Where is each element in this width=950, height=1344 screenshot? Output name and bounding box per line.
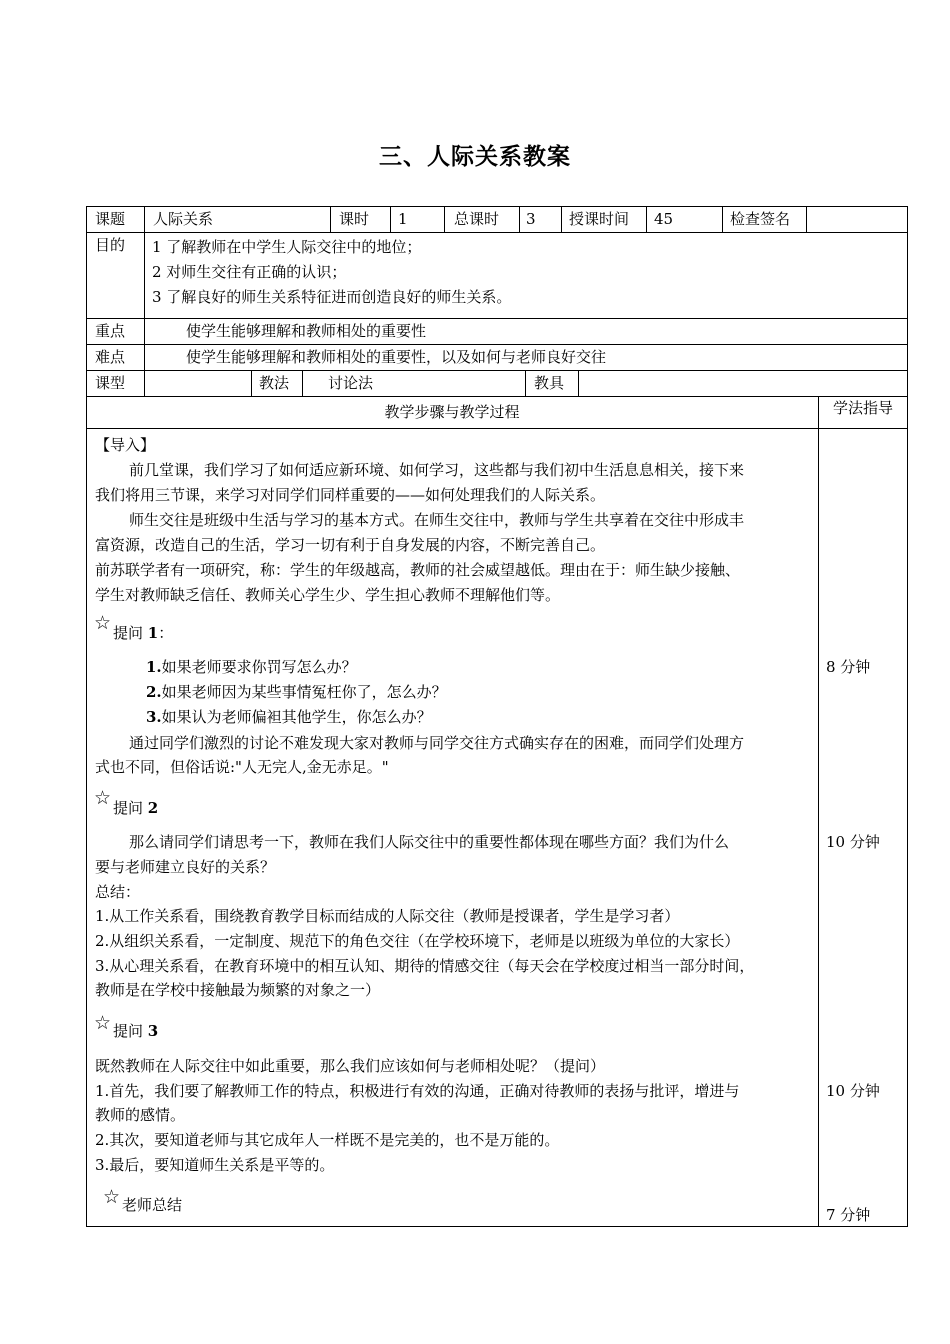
goal-item: 1 了解教师在中学生人际交往中的地位； (152, 238, 422, 256)
intro-line: 前几堂课，我们学习了如何适应新环境、如何学习，这些都与我们初中生活息息相关，接下来 (129, 461, 745, 479)
row-divider (86, 344, 908, 345)
intro-line: 前苏联学者有一项研究，称：学生的年级越高，教师的社会威望越低。理由在于：师生缺少接触、 (95, 561, 741, 579)
col-divider (390, 206, 391, 232)
question-item (146, 658, 357, 677)
question-number: 1 (147, 624, 159, 642)
question-3-heading (113, 1022, 158, 1041)
time-allocation: 10 分钟 (826, 1082, 880, 1100)
body-line: 2.从组织关系看，一定制度、规范下的角色交往（在学校环境下，老师是以班级为单位的大家长） (95, 932, 740, 950)
row-divider (86, 318, 908, 319)
col-divider (722, 206, 723, 232)
body-line: 通过同学们激烈的讨论不难发现大家对教师与同学交往方式确实存在的困难，而同学们处理方 (129, 734, 745, 752)
class-time-label: 授课时间 (569, 210, 630, 228)
goals-label: 目的 (95, 236, 126, 254)
time-allocation: 7 分钟 (826, 1206, 871, 1224)
question-item-number: 1. (146, 658, 162, 676)
intro-line: 我们将用三节课，来学习对同学们同样重要的——如何处理我们的人际关系。 (95, 486, 606, 504)
question-1-heading (113, 624, 173, 643)
row-divider (86, 370, 908, 371)
topic-label: 课题 (95, 210, 126, 228)
body-line: 教师的感情。 (95, 1106, 186, 1124)
col-divider (144, 206, 145, 232)
body-line: 要与老师建立良好的关系？ (95, 858, 276, 876)
col-divider (444, 206, 445, 232)
col-divider (251, 370, 252, 396)
body-line: 既然教师在人际交往中如此重要，那么我们应该如何与老师相处呢？（提问） (95, 1057, 606, 1075)
topic-value: 人际关系 (153, 210, 214, 228)
lesson-type-label: 课型 (95, 374, 126, 392)
time-allocation: 8 分钟 (826, 658, 871, 676)
process-header: 教学步骤与教学过程 (384, 403, 520, 421)
col-divider (330, 206, 331, 232)
question-colon: ： (158, 624, 174, 642)
question-item-number: 2. (146, 683, 162, 701)
body-line: 1.从工作关系看，围绕教育教学目标而结成的人际交往（教师是授课者，学生是学习者） (95, 907, 680, 925)
question-heading-text: 提问 (113, 1022, 148, 1040)
goal-item: 2 对师生交往有正确的认识； (152, 263, 347, 281)
intro-line: 富资源，改造自己的生活，学习一切有利于自身发展的内容，不断完善自己。 (95, 536, 606, 554)
question-item (146, 708, 432, 727)
col-divider (144, 232, 145, 370)
col-divider (561, 206, 562, 232)
question-item (146, 683, 447, 702)
question-item-text: 如果认为老师偏袒其他学生，你怎么办？ (161, 708, 432, 726)
star-icon: ☆ (94, 612, 112, 634)
question-number: 2 (147, 799, 159, 817)
intro-line: 师生交往是班级中生活与学习的基本方式。在师生交往中，教师与学生共享着在交往中形成丰 (129, 511, 745, 529)
question-heading-text: 提问 (113, 624, 148, 642)
body-line: 1.首先，我们要了解教师工作的特点，积极进行有效的沟通，正确对待教师的表扬与批评，增进与 (95, 1082, 740, 1100)
row-divider (86, 428, 908, 429)
col-divider (302, 370, 303, 396)
col-divider (646, 206, 647, 232)
question-item-text: 如果老师要求你罚写怎么办？ (161, 658, 357, 676)
body-line: 教师是在学校中接触最为频繁的对象之一） (95, 981, 381, 999)
body-line: 那么请同学们请思考一下，教师在我们人际交往中的重要性都体现在哪些方面？我们为什么 (129, 833, 730, 851)
star-icon: ☆ (94, 1012, 112, 1034)
star-icon: ☆ (103, 1186, 121, 1208)
teaching-tools-label: 教具 (534, 374, 565, 392)
body-line: 2.其次，要知道老师与其它成年人一样既不是完美的，也不是万能的。 (95, 1131, 560, 1149)
question-2-heading (113, 799, 158, 818)
teaching-method-label: 教法 (259, 374, 290, 392)
col-divider (519, 206, 520, 232)
row-divider (86, 232, 908, 233)
col-divider (578, 370, 579, 396)
col-divider (818, 396, 819, 1227)
question-number: 3 (147, 1022, 159, 1040)
question-item-number: 3. (146, 708, 162, 726)
check-signature-label: 检查签名 (730, 210, 791, 228)
question-item-text: 如果老师因为某些事情冤枉你了，怎么办？ (161, 683, 447, 701)
question-heading-text: 提问 (113, 799, 148, 817)
key-point-value: 使学生能够理解和教师相处的重要性 (186, 322, 427, 340)
goal-item: 3 了解良好的师生关系特征进而创造良好的师生关系。 (152, 288, 512, 306)
summary-heading: 老师总结 (122, 1196, 183, 1214)
guide-header: 学法指导 (832, 399, 893, 417)
difficulty-value: 使学生能够理解和教师相处的重要性，以及如何与老师良好交往 (186, 348, 607, 366)
period-label: 课时 (339, 210, 370, 228)
col-divider (144, 370, 145, 396)
difficulty-label: 难点 (95, 348, 126, 366)
page-title: 三、人际关系教案 (379, 143, 571, 170)
total-periods-label: 总课时 (454, 210, 500, 228)
intro-heading: 【导入】 (95, 436, 156, 454)
body-line: 3.最后，要知道师生关系是平等的。 (95, 1156, 335, 1174)
teaching-method-value: 讨论法 (328, 374, 374, 392)
body-line: 3.从心理关系看，在教育环境中的相互认知、期待的情感交往（每天会在学校度过相当一部分时间， (95, 957, 755, 975)
row-divider (86, 396, 908, 397)
class-time-value: 45 (654, 210, 674, 228)
key-point-label: 重点 (95, 322, 126, 340)
body-line: 总结： (95, 883, 141, 901)
intro-line: 学生对教师缺乏信任、教师关心学生少、学生担心教师不理解他们等。 (95, 586, 561, 604)
total-periods-value: 3 (526, 210, 536, 228)
period-value: 1 (398, 210, 408, 228)
body-line: 式也不同，但俗话说:"人无完人,金无赤足。" (95, 758, 389, 776)
star-icon: ☆ (94, 787, 112, 809)
time-allocation: 10 分钟 (826, 833, 880, 851)
col-divider (806, 206, 807, 232)
col-divider (525, 370, 526, 396)
